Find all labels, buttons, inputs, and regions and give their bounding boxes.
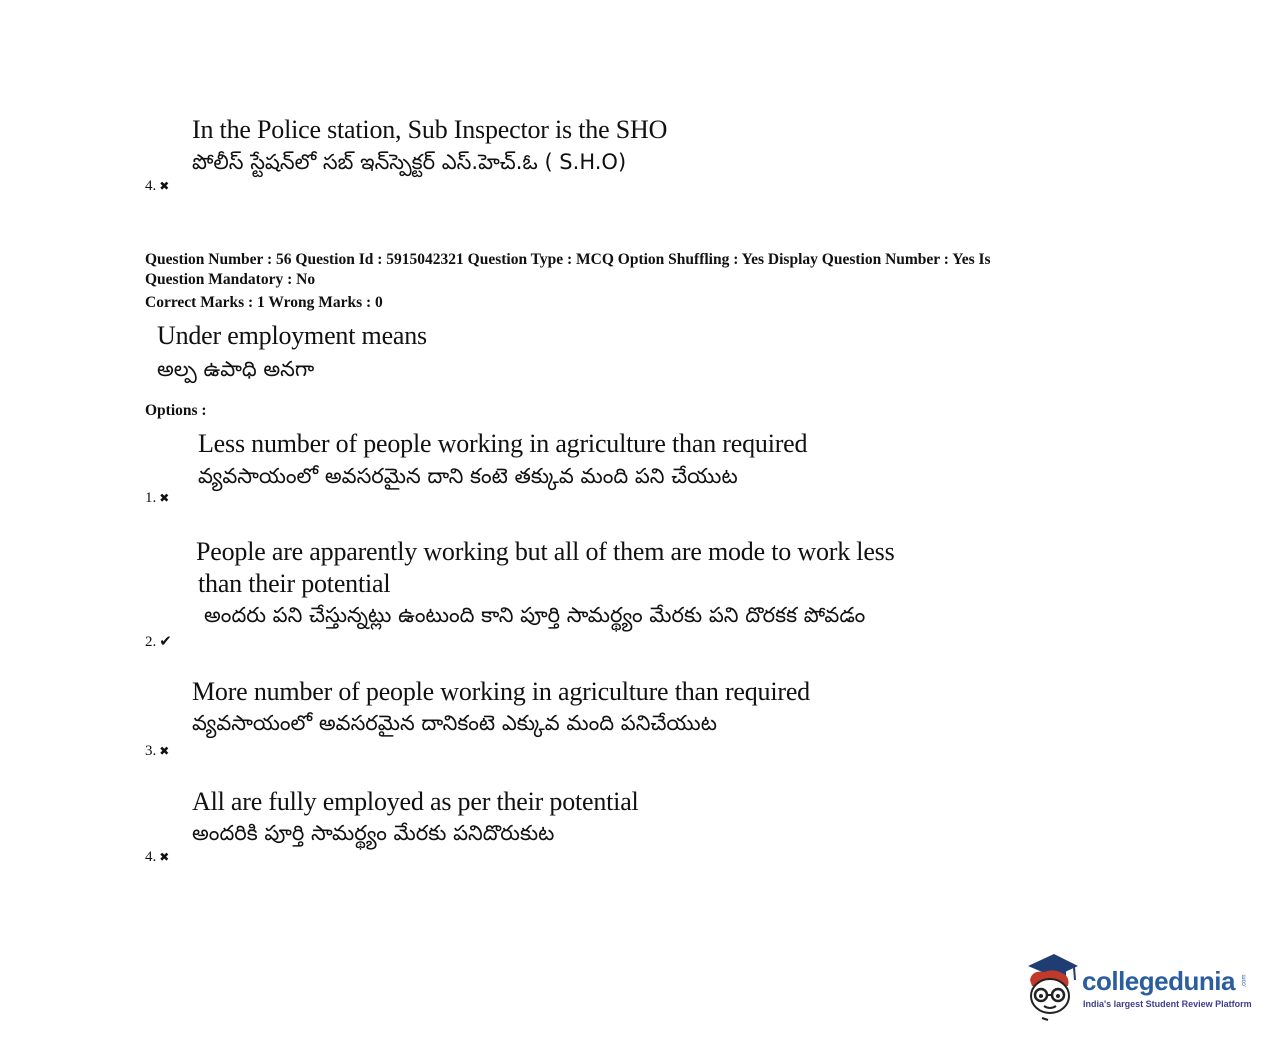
option-3-number xyxy=(145,743,169,760)
cross-icon: ✖ xyxy=(159,179,170,193)
question-meta xyxy=(145,250,1145,313)
option-1-text-te: వ్యవసాయంలో అవసరమైన దాని కంటె తక్కువ మంది పని చేయుట xyxy=(198,464,738,488)
question-marks: Correct Marks : 1 Wrong Marks : 0 xyxy=(145,294,383,311)
prev-option-number xyxy=(145,178,169,195)
cross-icon: ✖ xyxy=(159,850,170,864)
cross-icon: ✖ xyxy=(159,744,170,758)
option-3-text-en: More number of people working in agriculture than required xyxy=(192,677,810,706)
question-meta-line2: Question Mandatory : No xyxy=(145,271,316,288)
option-3-text-te: వ్యవసాయంలో అవసరమైన దానికంటె ఎక్కువ మంది పనిచేయుట xyxy=(192,711,717,735)
check-icon: ✔ xyxy=(159,634,172,650)
cross-icon: ✖ xyxy=(159,491,170,505)
logo-suffix: .com xyxy=(1241,974,1248,988)
logo-wordmark: collegedunia xyxy=(1082,966,1235,996)
question-text-te: అల్ప ఉపాధి అనగా xyxy=(157,357,315,381)
option-2-text-en-line2: than their potential xyxy=(198,569,391,598)
options-label: Options : xyxy=(145,402,207,419)
option-3-number-label: 3. xyxy=(145,743,157,759)
option-2-number-label: 2. xyxy=(145,634,157,650)
prev-option-text-te: పోలీస్ స్టేషన్‌లో సబ్ ఇన్‌స్పెక్టర్ ఎస్.హెచ్.ఓ ( S.H.O) xyxy=(192,150,627,174)
option-2-text-te: అందరు పని చేస్తున్నట్లు ఉంటుంది కాని పూర్తి సామర్థ్యం మేరకు పని దొరకక పోవడం xyxy=(204,603,866,627)
option-1-text-en: Less number of people working in agriculture than required xyxy=(198,429,808,458)
collegedunia-logo xyxy=(1020,950,1260,1025)
student-mascot-icon xyxy=(1020,950,1082,1022)
option-2-text-en: People are apparently working but all of them are mode to work less xyxy=(196,537,895,566)
question-text-en: Under employment means xyxy=(157,321,427,350)
option-1-number-label: 1. xyxy=(145,490,157,506)
option-4-number xyxy=(145,849,169,866)
option-1-number xyxy=(145,490,169,507)
prev-option-text-en: In the Police station, Sub Inspector is the SHO xyxy=(192,115,668,144)
question-meta-line1: Question Number : 56 Question Id : 5915042321 Question Type : MCQ Option Shuffling : Yes Display Question Number : Yes Is xyxy=(145,251,991,268)
option-4-number-label: 4. xyxy=(145,849,157,865)
option-4-text-en: All are fully employed as per their potential xyxy=(192,787,639,816)
option-4-text-te: అందరికి పూర్తి సామర్థ్యం మేరకు పనిదొరుకుట xyxy=(192,821,555,845)
option-2-number xyxy=(145,632,172,651)
prev-option-number-label: 4. xyxy=(145,178,157,194)
logo-tagline: India's largest Student Review Platform xyxy=(1083,999,1252,1009)
